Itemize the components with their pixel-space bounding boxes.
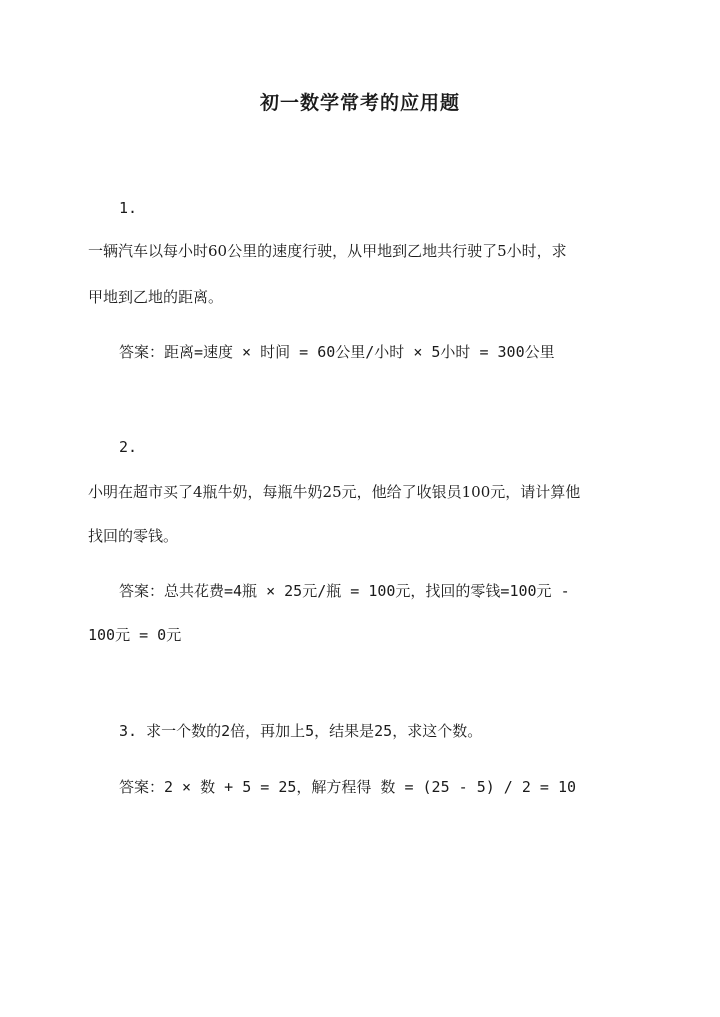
question-2-number: 2. [119, 438, 138, 456]
question-1-number: 1. [119, 199, 138, 217]
question-3-text: 3. 求一个数的2倍，再加上5，结果是25，求这个数。 [119, 722, 483, 740]
question-3-answer: 答案：2 × 数 + 5 = 25，解方程得 数 = (25 - 5) / 2 = 10 [119, 778, 577, 796]
document-title: 初一数学常考的应用题 [259, 92, 460, 114]
question-2-text-line-1: 小明在超市买了4瓶牛奶，每瓶牛奶25元，他给了收银员100元，请计算他 [88, 483, 581, 501]
question-2-text-line-2: 找回的零钱。 [88, 527, 179, 545]
question-2-answer-line-2: 100元 = 0元 [88, 626, 182, 644]
question-1-answer: 答案：距离=速度 × 时间 = 60公里/小时 × 5小时 = 300公里 [119, 343, 555, 361]
question-1-text-line-2: 甲地到乙地的距离。 [88, 288, 224, 306]
question-1-text-line-1: 一辆汽车以每小时60公里的速度行驶，从甲地到乙地共行驶了5小时，求 [88, 242, 567, 260]
question-2-answer-line-1: 答案：总共花费=4瓶 × 25元/瓶 = 100元，找回的零钱=100元 - [119, 582, 570, 600]
